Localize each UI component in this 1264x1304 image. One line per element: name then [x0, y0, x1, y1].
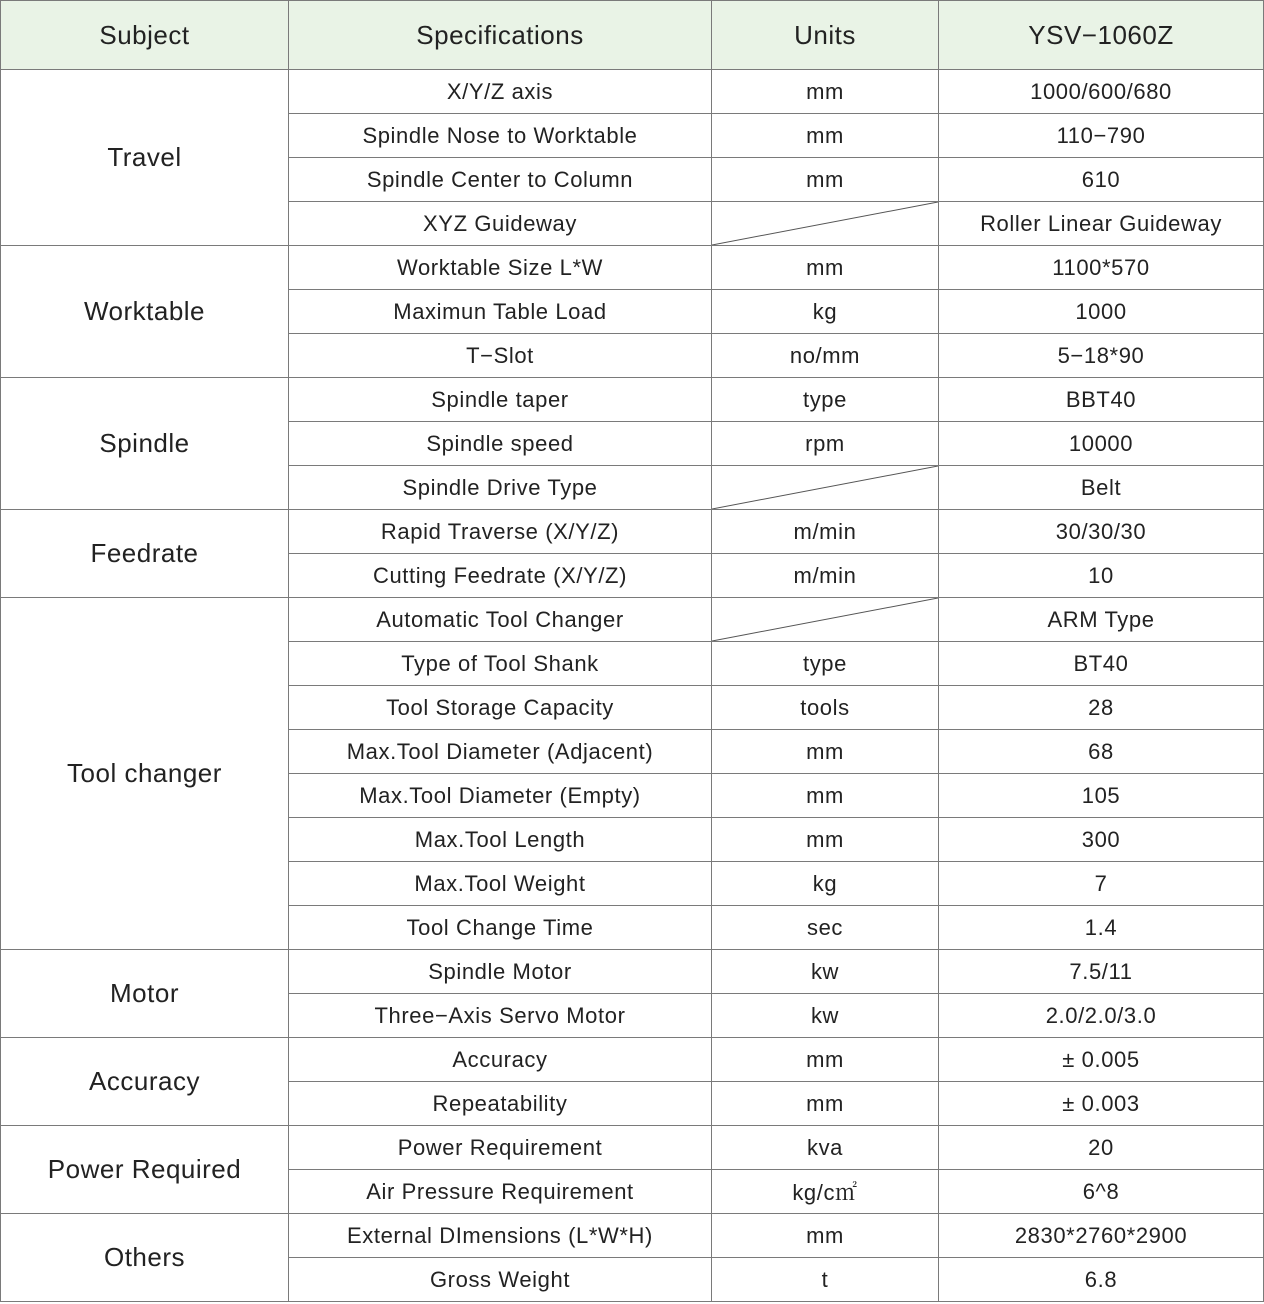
spec-cell: Max.Tool Diameter (Empty): [289, 774, 712, 818]
spec-cell: Spindle taper: [289, 378, 712, 422]
value-cell: 610: [939, 158, 1264, 202]
unit-cell: mm: [712, 1214, 939, 1258]
header-model: YSV−1060Z: [939, 1, 1264, 70]
value-cell: ± 0.003: [939, 1082, 1264, 1126]
subject-cell: Others: [1, 1214, 289, 1302]
value-cell: 2830*2760*2900: [939, 1214, 1264, 1258]
spec-cell: Tool Storage Capacity: [289, 686, 712, 730]
unit-cell: tools: [712, 686, 939, 730]
subject-cell: Feedrate: [1, 510, 289, 598]
unit-cell: kg/c㎡: [712, 1170, 939, 1214]
spec-cell: Max.Tool Weight: [289, 862, 712, 906]
spec-cell: Cutting Feedrate (X/Y/Z): [289, 554, 712, 598]
value-cell: Roller Linear Guideway: [939, 202, 1264, 246]
unit-cell: mm: [712, 1038, 939, 1082]
unit-cell: mm: [712, 730, 939, 774]
value-cell: 68: [939, 730, 1264, 774]
spec-cell: Worktable Size L*W: [289, 246, 712, 290]
value-cell: 1000/600/680: [939, 70, 1264, 114]
unit-cell: mm: [712, 774, 939, 818]
spec-cell: Spindle Nose to Worktable: [289, 114, 712, 158]
unit-cell: kw: [712, 950, 939, 994]
table-row: [1, 246, 1264, 290]
unit-cell: mm: [712, 114, 939, 158]
spec-cell: Spindle Motor: [289, 950, 712, 994]
subject-cell: Tool changer: [1, 598, 289, 950]
value-cell: 1100*570: [939, 246, 1264, 290]
unit-cell: mm: [712, 158, 939, 202]
header-row: [1, 1, 1264, 70]
unit-cell: no/mm: [712, 334, 939, 378]
value-cell: 10: [939, 554, 1264, 598]
spec-cell: Air Pressure Requirement: [289, 1170, 712, 1214]
spec-cell: Rapid Traverse (X/Y/Z): [289, 510, 712, 554]
subject-cell: Worktable: [1, 246, 289, 378]
value-cell: 28: [939, 686, 1264, 730]
value-cell: 5−18*90: [939, 334, 1264, 378]
diagonal-slash: [712, 202, 938, 245]
unit-cell: sec: [712, 906, 939, 950]
value-cell: 30/30/30: [939, 510, 1264, 554]
value-cell: ARM Type: [939, 598, 1264, 642]
table-row: [1, 70, 1264, 114]
value-cell: BT40: [939, 642, 1264, 686]
unit-cell: kw: [712, 994, 939, 1038]
empty-unit-cell: [712, 202, 939, 246]
table-row: [1, 1038, 1264, 1082]
spec-cell: Spindle Drive Type: [289, 466, 712, 510]
table-row: [1, 598, 1264, 642]
spec-cell: Max.Tool Length: [289, 818, 712, 862]
unit-cell: mm: [712, 818, 939, 862]
unit-cell: type: [712, 642, 939, 686]
unit-cell: kg: [712, 862, 939, 906]
value-cell: BBT40: [939, 378, 1264, 422]
empty-unit-cell: [712, 466, 939, 510]
unit-cell: mm: [712, 1082, 939, 1126]
spec-cell: Power Requirement: [289, 1126, 712, 1170]
value-cell: 1000: [939, 290, 1264, 334]
table-row: [1, 1126, 1264, 1170]
spec-cell: Maximun Table Load: [289, 290, 712, 334]
spec-cell: Spindle Center to Column: [289, 158, 712, 202]
spec-cell: T−Slot: [289, 334, 712, 378]
spec-cell: Accuracy: [289, 1038, 712, 1082]
unit-cell: mm: [712, 70, 939, 114]
spec-cell: X/Y/Z axis: [289, 70, 712, 114]
subject-cell: Power Required: [1, 1126, 289, 1214]
value-cell: 300: [939, 818, 1264, 862]
table-row: [1, 1214, 1264, 1258]
table-row: [1, 950, 1264, 994]
value-cell: 6^8: [939, 1170, 1264, 1214]
unit-cell: m/min: [712, 510, 939, 554]
unit-cell: rpm: [712, 422, 939, 466]
value-cell: 20: [939, 1126, 1264, 1170]
spec-cell: Spindle speed: [289, 422, 712, 466]
unit-cell: kg: [712, 290, 939, 334]
value-cell: 6.8: [939, 1258, 1264, 1302]
spec-cell: Type of Tool Shank: [289, 642, 712, 686]
spec-cell: XYZ Guideway: [289, 202, 712, 246]
header-specifications: Specifications: [289, 1, 712, 70]
value-cell: Belt: [939, 466, 1264, 510]
value-cell: 105: [939, 774, 1264, 818]
value-cell: 1.4: [939, 906, 1264, 950]
value-cell: 2.0/2.0/3.0: [939, 994, 1264, 1038]
value-cell: ± 0.005: [939, 1038, 1264, 1082]
unit-cell: type: [712, 378, 939, 422]
unit-cell: t: [712, 1258, 939, 1302]
diagonal-slash: [712, 598, 938, 641]
spec-cell: Repeatability: [289, 1082, 712, 1126]
unit-cell: mm: [712, 246, 939, 290]
value-cell: 7: [939, 862, 1264, 906]
header-units: Units: [712, 1, 939, 70]
subject-cell: Motor: [1, 950, 289, 1038]
value-cell: 7.5/11: [939, 950, 1264, 994]
table-row: [1, 510, 1264, 554]
spec-cell: Three−Axis Servo Motor: [289, 994, 712, 1038]
spec-cell: Max.Tool Diameter (Adjacent): [289, 730, 712, 774]
spec-cell: Tool Change Time: [289, 906, 712, 950]
value-cell: 10000: [939, 422, 1264, 466]
header-subject: Subject: [1, 1, 289, 70]
diagonal-slash: [712, 466, 938, 509]
unit-cell: m/min: [712, 554, 939, 598]
table-row: [1, 378, 1264, 422]
subject-cell: Accuracy: [1, 1038, 289, 1126]
spec-cell: External DImensions (L*W*H): [289, 1214, 712, 1258]
value-cell: 110−790: [939, 114, 1264, 158]
unit-cell: kva: [712, 1126, 939, 1170]
spec-cell: Gross Weight: [289, 1258, 712, 1302]
empty-unit-cell: [712, 598, 939, 642]
spec-cell: Automatic Tool Changer: [289, 598, 712, 642]
subject-cell: Spindle: [1, 378, 289, 510]
spec-body: [1, 70, 1264, 1302]
subject-cell: Travel: [1, 70, 289, 246]
